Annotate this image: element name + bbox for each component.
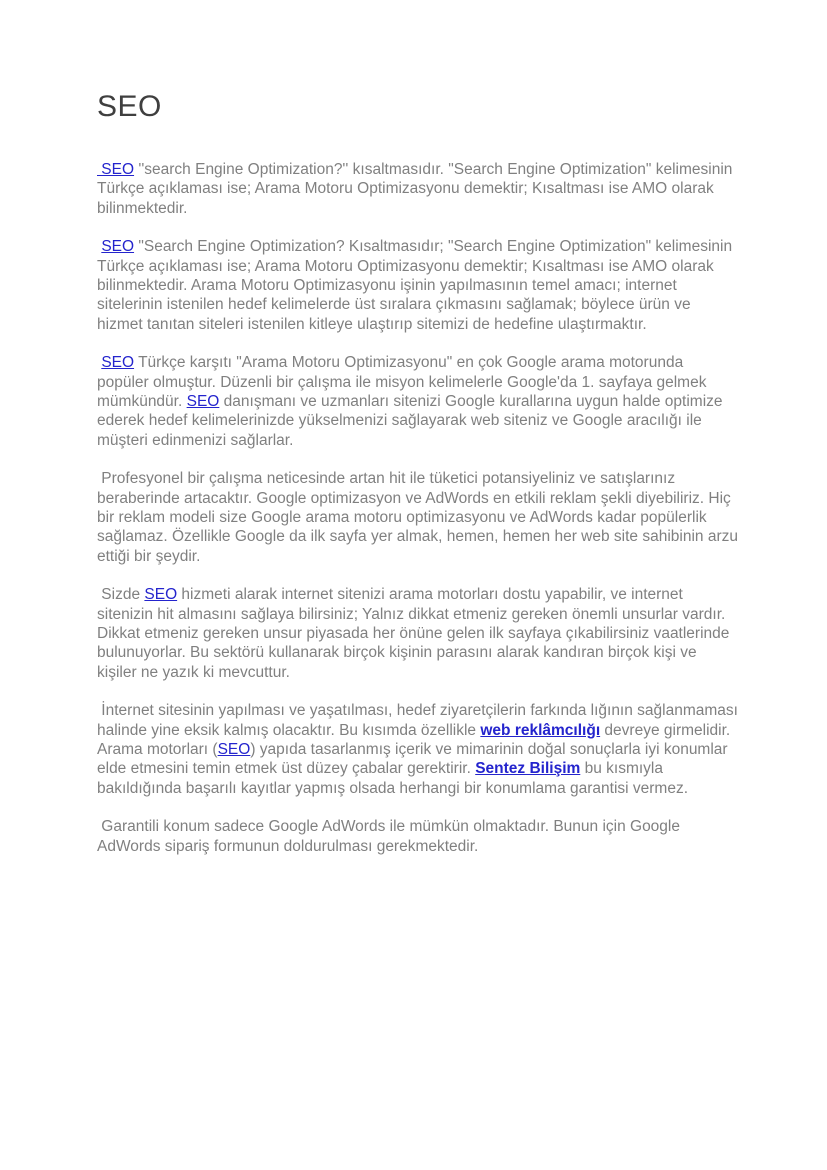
paragraph	[97, 469, 738, 565]
web-advertising-link[interactable]: web reklâmcılığı	[480, 721, 601, 739]
paragraph	[97, 585, 738, 681]
sentez-bilisim-link[interactable]: Sentez Bilişim	[475, 760, 581, 778]
paragraph	[97, 701, 738, 797]
paragraph	[97, 817, 738, 856]
body-text: ) yapıda tasarlanmış içerik ve mimarinin doğal sonuçlarla iyi konumlar elde etmesini temin etmek üst düzey çabalar gerektirir.	[97, 740, 728, 778]
body-text: İnternet sitesinin yapılması ve yaşatılması, hedef ziyaretçilerin farkında lığının sağlanmaması halinde yine eksik kalmış olacaktır. Bu kısımda özellikle	[97, 702, 738, 739]
body-text: Garantili konum sadece Google AdWords ile mümkün olmaktadır. Bunun için Google AdWords sipariş formunun doldurulması gerekmektedir.	[97, 818, 680, 855]
body-text: devreye girmelidir. Arama motorları (	[97, 721, 731, 758]
body-text: "Search Engine Optimization? Kısaltmasıdır; "Search Engine Optimization" kelimesinin Türkçe açıklaması ise; Arama Motoru Optimizasyonu demektir; Kısaltması ise AMO olarak bilinmektedir. Arama Motoru Optimizasyonu işinin yapılmasının temel amacı; internet sitelerinin istenilen hedef kelimelerde üst sıralara çıkmasını sağlamak; böylece ürün ve hizmet tanıtan siteleri istenilen kitleye ulaştırıp sitemizi de hedefine ulaştırmaktır.	[97, 238, 733, 333]
seo-link[interactable]: SEO	[101, 238, 135, 256]
body-text: Sizde	[97, 586, 145, 604]
seo-link[interactable]: SEO	[97, 161, 135, 178]
page-title: SEO	[97, 90, 162, 123]
seo-link[interactable]: SEO	[144, 586, 178, 604]
body-text: ''search Engine Optimization?'' kısaltmasıdır. "Search Engine Optimization" kelimesinin Türkçe açıklaması ise; Arama Motoru Optimizasyonu demektir; Kısaltması ise AMO olarak bilinmektedir.	[97, 161, 733, 217]
body-text: Profesyonel bir çalışma neticesinde artan hit ile tüketici potansiyeliniz ve satışlarınız beraberinde artacaktır. Google optimizasyon ve AdWords en etkili reklam şekli diyebiliriz. Hiç bir reklam modeli size Google arama motoru optimizasyonu ve AdWords kadar popülerlik sağlamaz. Özellikle Google da ilk sayfa yer almak, hemen, hemen her web site sahibinin arzu ettiği bir şeydir.	[97, 470, 738, 565]
seo-link[interactable]: SEO	[101, 354, 135, 372]
body-text: bu kısmıyla bakıldığında başarılı kayıtlar yapmış olsada herhangi bir konumlama garantisi vermez.	[97, 760, 689, 797]
paragraph	[97, 160, 738, 218]
paragraph	[97, 353, 738, 449]
paragraph	[97, 237, 738, 333]
body-text: danışmanı ve uzmanları sitenizi Google kurallarına uygun halde optimize ederek hedef kelimelerinizde yükselmenizi sağlayarak web siteniz ve Google aracılığı ile müşteri edinmenizi sağlarlar.	[97, 392, 723, 449]
body-text: hizmeti alarak internet sitenizi arama motorları dostu yapabilir, ve internet sitenizin hit almasını sağlaya bilirsiniz; Yalnız dikkat etmeniz gereken önemli unsurlar vardır. Dikkat etmeniz gereken unsur piyasada her önüne gelen ilk sayfaya çıkabilirsiniz vaatlerinde bulunuyorlar. Bu sektörü kullanarak birçok kişinin parasını alarak kandıran birçok kişi ve kişiler ne yazık ki mevcuttur.	[97, 586, 730, 681]
seo-link[interactable]: SEO	[217, 740, 251, 758]
seo-link[interactable]: SEO	[186, 392, 220, 410]
body-text: Türkçe karşıtı "Arama Motoru Optimizasyonu" en çok Google arama motorunda popüler olmuştur. Düzenli bir çalışma ile misyon kelimelerle Google'da 1. sayfaya gelmek mümkündür.	[97, 354, 707, 410]
